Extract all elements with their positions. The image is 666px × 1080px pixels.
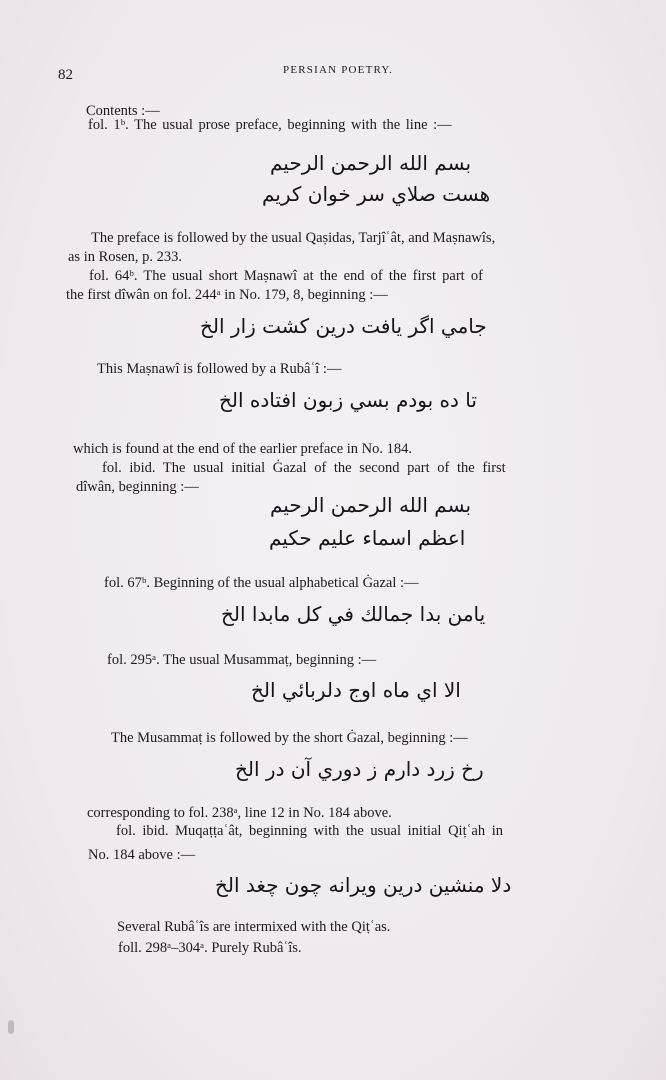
entry-muqattaat-line-2: No. 184 above :— bbox=[88, 847, 196, 863]
corresponding-note: corresponding to fol. 238ᵃ, line 12 in No. 184 above. bbox=[87, 805, 392, 821]
entry-fol-67b: fol. 67ᵇ. Beginning of the usual alphabetical Ġazal :— bbox=[104, 575, 419, 591]
entry-fol-64b-line-2: the first dîwân on fol. 244ᵃ in No. 179, 8, beginning :— bbox=[66, 287, 388, 303]
rubai-intro: This Maṣnawî is followed by a Rubâʿî :— bbox=[97, 361, 342, 377]
entry-fol-ibid-line-1: fol. ibid. The usual initial Ġazal of the second part of the first bbox=[102, 460, 506, 476]
arabic-verse-jami: جامي اگر يافت درين كشت زار الخ bbox=[200, 314, 487, 338]
preface-line-2: as in Rosen, p. 233. bbox=[68, 249, 182, 265]
arabic-verse-rukh: رخ زرد دارم ز دوري آن در الخ bbox=[235, 757, 484, 781]
arabic-verse-ta: تا ده بودم بسي زبون افتاده الخ bbox=[219, 388, 477, 412]
arabic-verse-yaman: يامن بدا جمالك في كل مابدا الخ bbox=[221, 602, 486, 626]
paper-smudge bbox=[8, 1020, 14, 1034]
contents-heading: Contents :— bbox=[86, 103, 160, 119]
entry-fol-64b-line-1: fol. 64ᵇ. The usual short Maṣnawî at the end of the first part of bbox=[89, 268, 483, 284]
arabic-verse-ala: الا اي ماه اوج دلربائي الخ bbox=[251, 678, 461, 702]
musammat-followed-note: The Musammaṭ is followed by the short Ġazal, beginning :— bbox=[111, 730, 468, 746]
entry-foll-298: foll. 298ᵃ–304ᵃ. Purely Rubâʿîs. bbox=[118, 940, 302, 956]
preface-line-1: The preface is followed by the usual Qaṣidas, Tarjîʿât, and Maṣnawîs, bbox=[91, 230, 496, 246]
running-head: PERSIAN POETRY. bbox=[283, 64, 394, 76]
arabic-verse-hast: هست صلاي سر خوان كريم bbox=[262, 182, 491, 206]
several-rubais-note: Several Rubâʿîs are intermixed with the Qiṭʿas. bbox=[117, 919, 391, 935]
entry-fol-295a: fol. 295ᵃ. The usual Musammaṭ, beginning :— bbox=[107, 652, 377, 668]
arabic-verse-azam: اعظم اسماء عليم حكيم bbox=[269, 526, 466, 550]
entry-fol-1b: fol. 1ᵇ. The usual prose preface, beginning with the line :— bbox=[88, 117, 452, 133]
arabic-verse-bismillah-1: بسم الله الرحمن الرحيم bbox=[270, 151, 472, 175]
arabic-verse-dila: دلا منشين درين ويرانه چون چغد الخ bbox=[215, 873, 512, 897]
arabic-verse-bismillah-2: بسم الله الرحمن الرحيم bbox=[270, 493, 472, 517]
earlier-preface-note: which is found at the end of the earlier preface in No. 184. bbox=[73, 441, 413, 457]
entry-fol-ibid-line-2: dîwân, beginning :— bbox=[76, 479, 199, 495]
page-number: 82 bbox=[58, 67, 73, 83]
entry-muqattaat-line-1: fol. ibid. Muqaṭṭaʿât, beginning with the usual initial Qiṭʿah in bbox=[116, 823, 504, 839]
